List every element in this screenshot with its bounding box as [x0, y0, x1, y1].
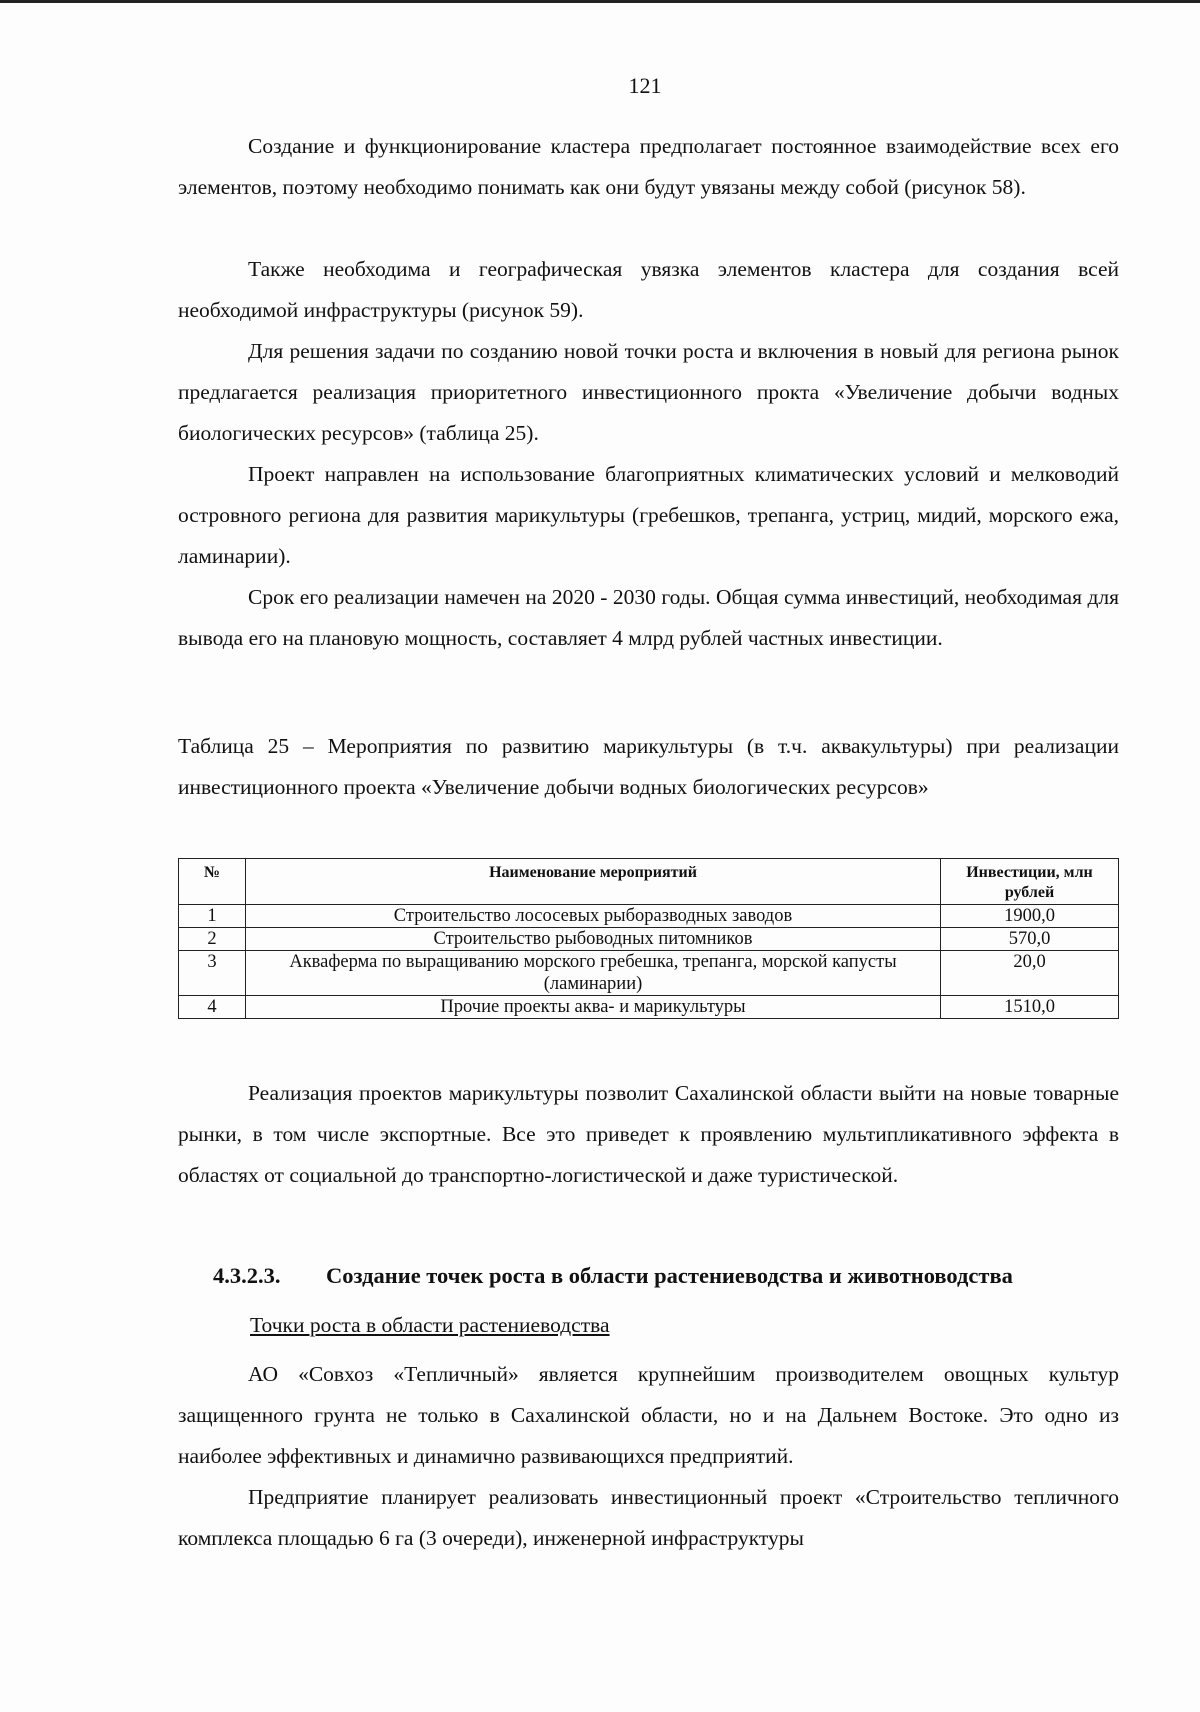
section-title: Создание точек роста в области растениеводства и животноводства: [326, 1263, 1013, 1288]
row-investment: 570,0: [941, 928, 1119, 951]
row-investment: 1900,0: [941, 905, 1119, 928]
row-investment: 20,0: [941, 951, 1119, 996]
row-measure-name: Строительство лососевых рыборазводных заводов: [246, 905, 941, 928]
paragraph-cluster-interaction: Создание и функционирование кластера предполагает постоянное взаимодействие всех его элементов, поэтому необходимо понимать как они будут увязаны между собой (рисунок 58).: [178, 134, 1119, 199]
row-investment: 1510,0: [941, 996, 1119, 1019]
row-measure-name: Прочие проекты аква- и марикультуры: [246, 996, 941, 1019]
table-row: [179, 905, 1119, 928]
header-number: №: [179, 859, 246, 905]
section-heading: [213, 1263, 1013, 1289]
paragraph-project-purpose: Проект направлен на использование благоприятных климатических условий и мелководий островного региона для развития марикультуры (гребешков, трепанга, устриц, мидий, морского ежа, ламинарии).: [178, 462, 1119, 568]
paragraph-greenhouse-project: Предприятие планирует реализовать инвестиционный проект «Строительство тепличного комплекса площадью 6 га (3 очереди), инженерной инфраструктуры: [178, 1485, 1119, 1550]
paragraph-sovkhoz-teplichny: АО «Совхоз «Тепличный» является крупнейшим производителем овощных культур защищенного грунта не только в Сахалинской области, но и на Дальнем Востоке. Это одно из наиболее эффективных и динамично развивающихся предприятий.: [178, 1362, 1119, 1468]
paragraph-project-timeline: Срок его реализации намечен на 2020 - 2030 годы. Общая сумма инвестиций, необходимая для вывода его на плановую мощность, составляет 4 млрд рублей частных инвестиции.: [178, 585, 1119, 650]
paragraph-geographic-link: Также необходима и географическая увязка элементов кластера для создания всей необходимой инфраструктуры (рисунок 59).: [178, 257, 1119, 322]
table-caption: Таблица 25 – Мероприятия по развитию марикультуры (в т.ч. аквакультуры) при реализации инвестиционного проекта «Увеличение добычи водных биологических ресурсов»: [178, 734, 1119, 799]
row-number: 3: [179, 951, 246, 996]
table-header-row: [179, 859, 1119, 905]
row-measure-name: Акваферма по выращиванию морского гребешка, трепанга, морской капусты (ламинарии): [246, 951, 941, 996]
row-number: 4: [179, 996, 246, 1019]
top-border-line: [0, 0, 1200, 3]
paragraph-mariculture-effect: Реализация проектов марикультуры позволит Сахалинской области выйти на новые товарные рынки, в том числе экспортные. Все это приведет к проявлению мультипликативного эффекта в областях от социальной до транспортно-логистической и даже туристической.: [178, 1081, 1119, 1187]
table-row: [179, 928, 1119, 951]
table-row: [179, 951, 1119, 996]
subsection-heading: Точки роста в области растениеводства: [250, 1313, 610, 1337]
row-number: 1: [179, 905, 246, 928]
section-number: 4.3.2.3.: [213, 1263, 281, 1288]
row-number: 2: [179, 928, 246, 951]
page-number: 121: [628, 73, 662, 98]
header-investment: Инвестиции, млн рублей: [941, 859, 1119, 905]
paragraph-priority-project: Для решения задачи по созданию новой точки роста и включения в новый для региона рынок предлагается реализация приоритетного инвестиционного прокта «Увеличение добычи водных биологических ресурсов» (таблица 25).: [178, 339, 1119, 445]
header-measure-name: Наименование мероприятий: [246, 859, 941, 905]
row-measure-name: Строительство рыбоводных питомников: [246, 928, 941, 951]
table-row: [179, 996, 1119, 1019]
mariculture-measures-table: [178, 858, 1119, 1019]
